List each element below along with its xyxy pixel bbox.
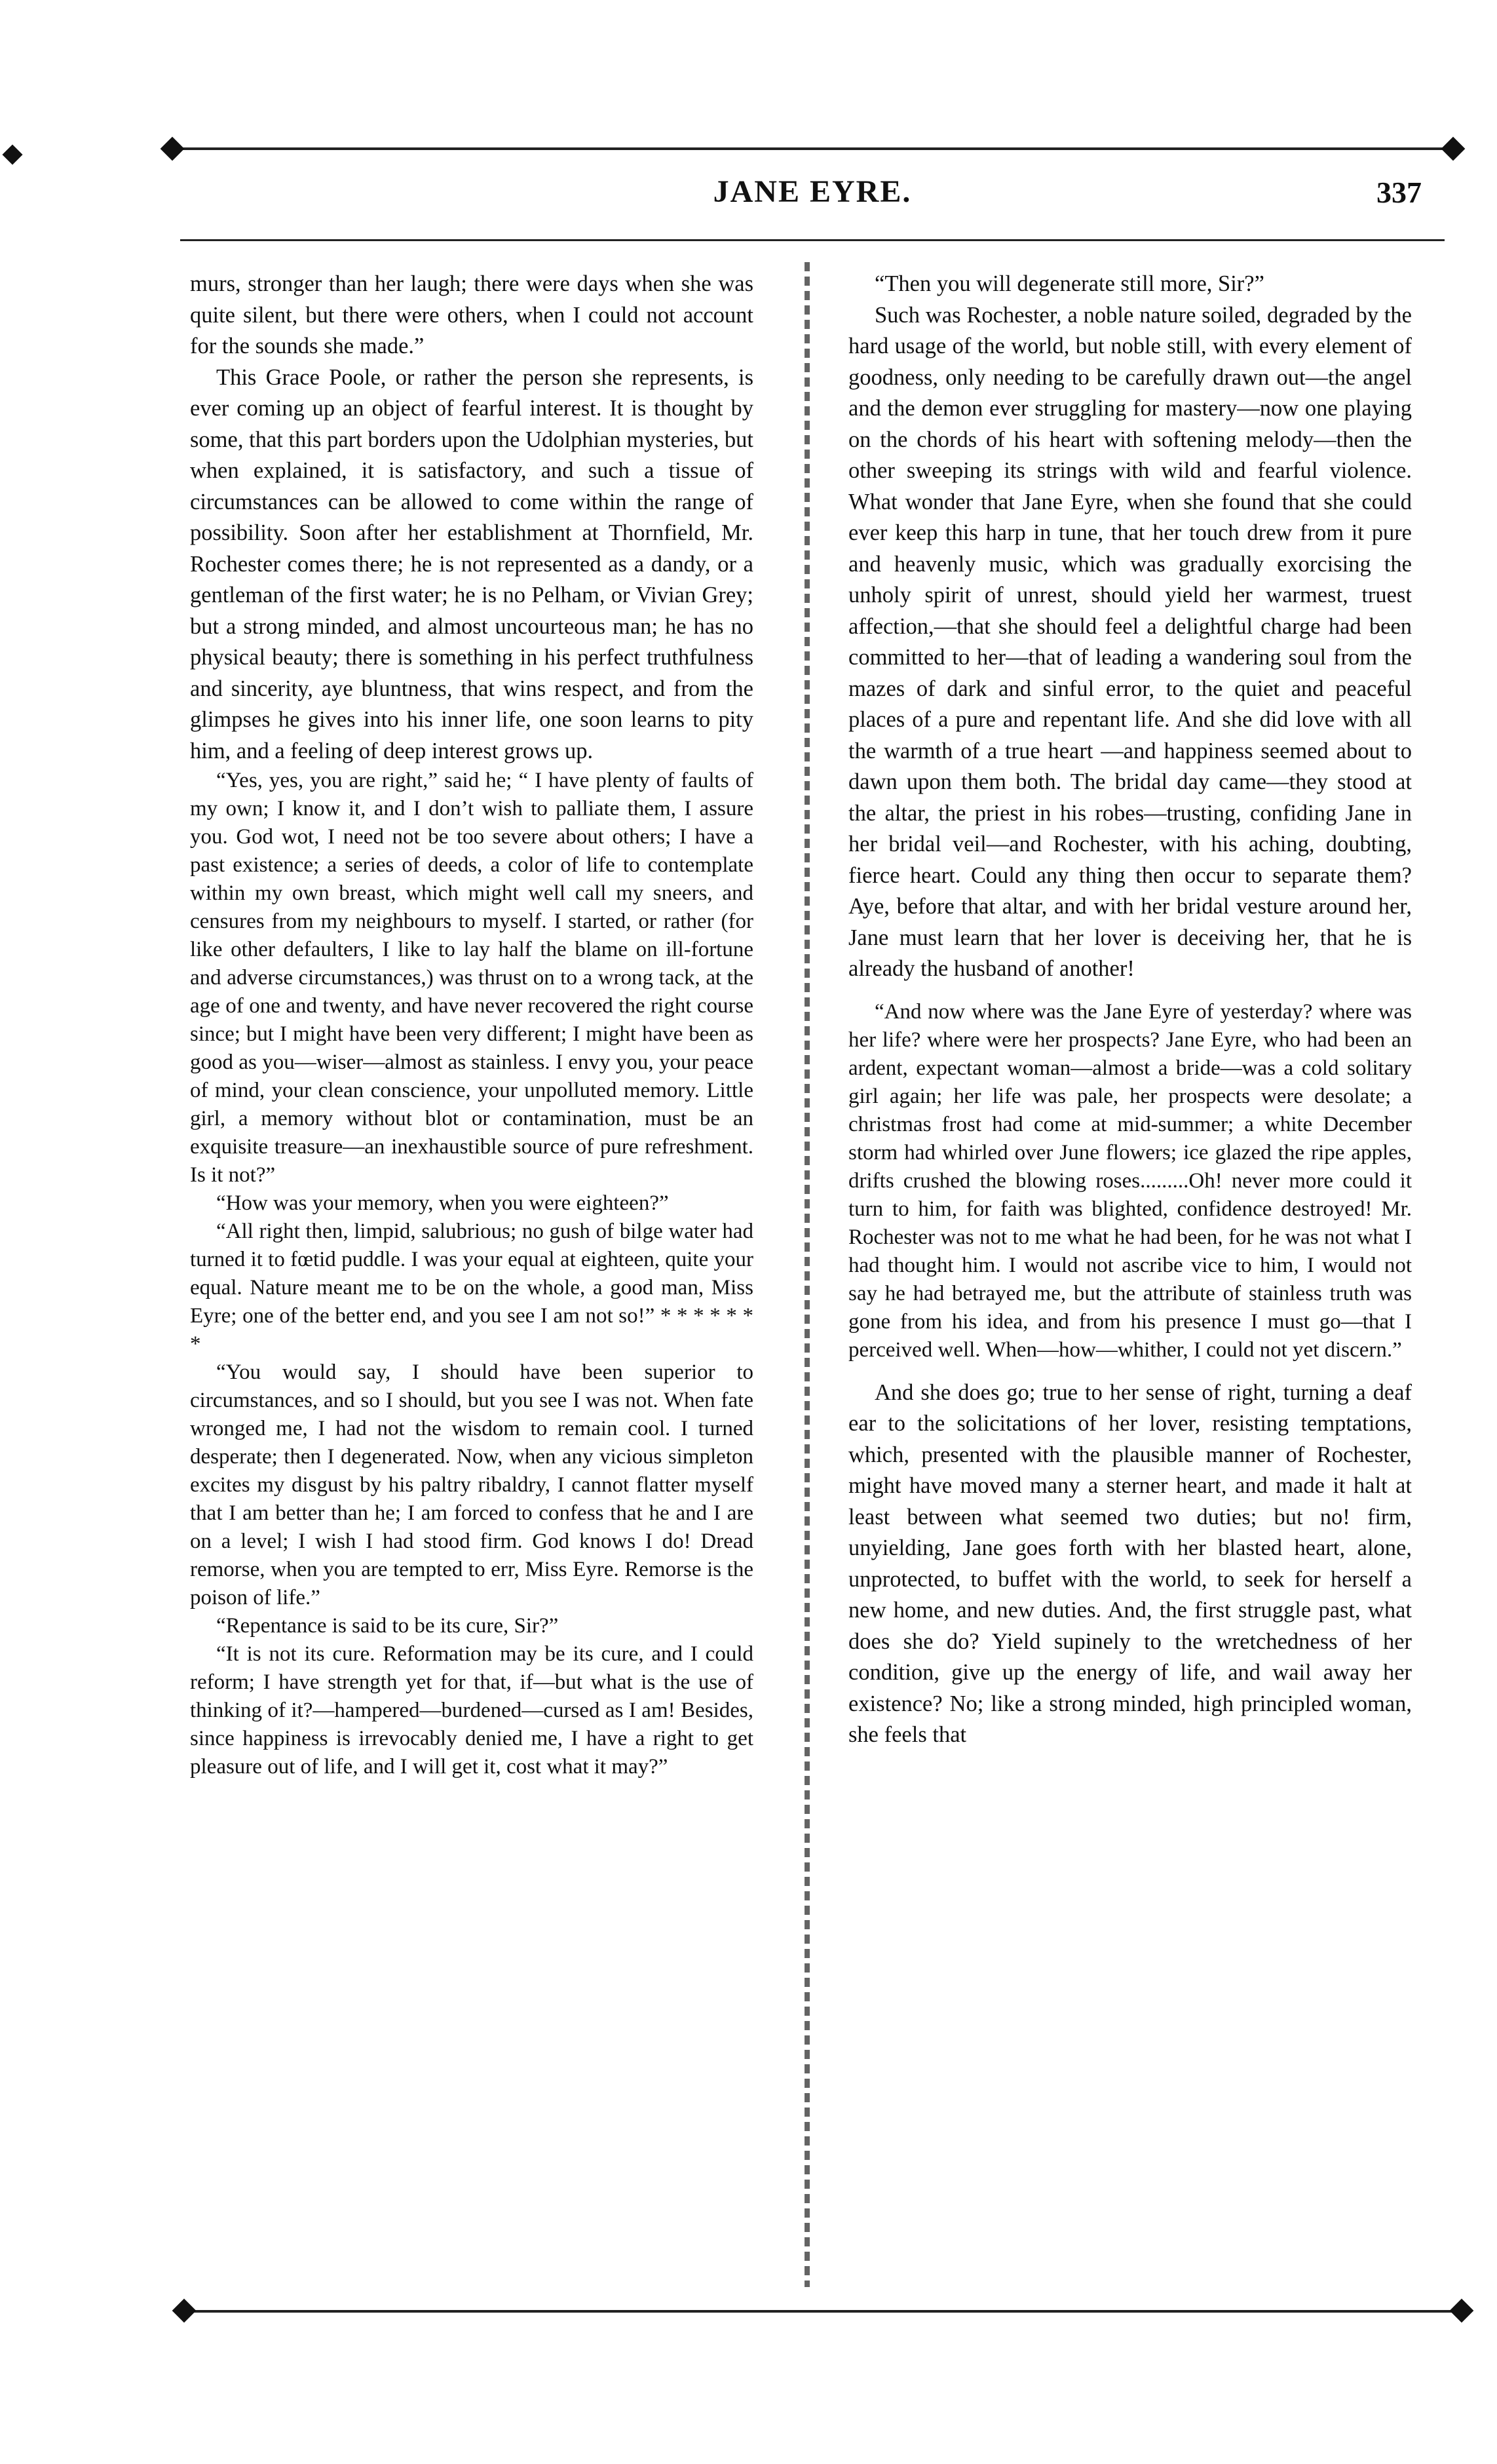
column-divider [805, 262, 810, 2287]
paragraph: “How was your memory, when you were eighteen?” [216, 1191, 669, 1215]
quoted-passage [848, 998, 1412, 1364]
paragraph: murs, stronger than her laugh; there were days when she was quite silent, but there were others, when I could not account for the sounds she made.” [190, 271, 753, 358]
paragraph: Such was Rochester, a noble nature soiled, degraded by the hard usage of the world, but noble still, with every element of goodness, only needing to be carefully drawn out—the angel and the demon ever struggling for mastery—now one playing on the chords of his heart with softening melody—then the other sweeping its strings with wild and fearful violence. What wonder that Jane Eyre, when she found that she could ever keep this harp in tune, that her touch drew from it pure and heavenly music, which was gradually exorcising the unholy spirit of unrest, should yield her warmest, truest affection,—that she should feel a delightful charge had been committed to her—that of leading a wandering soul from the mazes of dark and sinful error, to the quiet and peaceful places of a pure and repentant life. And she did love with all the warmth of a true heart —and happiness seemed about to dawn upon them both. The bridal day came—they stood at the altar, the priest in his robes—trusting, confiding Jane in her bridal veil—and Rochester, with his aching, doubting, fierce heart. Could any thing then occur to separate them? Aye, before that altar, and with her bridal vesture around her, Jane must learn that her lover is deceiving her, that he is already the husband of another! [848, 302, 1412, 981]
top-right-ornament-icon [1441, 137, 1466, 161]
paragraph: “It is not its cure. Reformation may be its cure, and I could reform; I have strength yet for that, if—but what is the use of thinking of it?—hampered—burdened—cursed as I am! Besides, since happiness is irrevocably denied me, I have a right to get pleasure out of life, and I will get it, cost what it may?” [190, 1642, 753, 1779]
bottom-left-ornament-icon [172, 2299, 197, 2323]
top-border-rule [174, 147, 1451, 150]
paragraph: “You would say, I should have been superior to circumstances, and so I should, but you see I was not. When fate wronged me, I had not the wisdom to remain cool. I turned desperate; then I degenerated. Now, when any vicious simpleton excites my disgust by his paltry ribaldry, I cannot flatter myself that I am better than he; I am forced to confess that he and I are on a level; I wish I had stood firm. God knows I do! Dread remorse, when you are tempted to err, Miss Eyre. Remorse is the poison of life.” [190, 1360, 753, 1609]
paragraph: “And now where was the Jane Eyre of yesterday? where was her life? where were her prospects? Jane Eyre, who had been an ardent, expectant woman—almost a bride—was a cold solitary girl again; her life was pale, her prospects were desolate; a christmas frost had come at mid-summer; a white December storm had whirled over June flowers; ice glazed the ripe apples, drifts crushed the blowing roses.........Oh! never more could it turn to him, for faith was blighted, confidence destroyed! Mr. Rochester was not to me what he had been, for he was not what I had thought him. I would not ascribe vice to him, I would not say he had betrayed me, but the attribute of stainless truth was gone from his idea, and from his presence I must go—that I perceived well. When—how—whither, I could not yet discern.” [848, 999, 1412, 1362]
header-rule [180, 239, 1445, 241]
left-column [190, 269, 753, 1781]
paragraph: “Yes, yes, you are right,” said he; “ I have plenty of faults of my own; I know it, and I don’t wish to palliate them, I assure you. God wot, I need not be too severe about others; I have a past existence; a series of deeds, a color of life to contemplate within my own breast, which might well call my sneers, and censures from my neighbours to myself. I started, or rather (for like other defaulters, I like to lay half the blame on ill-fortune and adverse circumstances,) was thrust on to a wrong tack, at the age of one and twenty, and have never recovered the right course since; but I might have been very different; I might have been as good as you—wiser—almost as stainless. I envy you, your peace of mind, your clean conscience, your unpolluted memory. Little girl, a memory without blot or contamination, must be an exquisite treasure—an inexhaustible source of pure refreshment. Is it not?” [190, 769, 753, 1187]
left-edge-ornament-icon [2, 144, 22, 164]
right-column [848, 269, 1412, 1751]
paragraph: This Grace Poole, or rather the person she represents, is ever coming up an object of fearful interest. It is thought by some, that this part borders upon the Udolphian mysteries, but when explained, it is satisfactory, and such a tissue of circumstances can be allowed to come within the range of possibility. Soon after her establishment at Thornfield, Mr. Rochester comes there; he is not represented as a dandy, or a gentleman of the first water; he is no Pelham, or Vivian Grey; but a strong minded, and almost uncourteous man; he has no physical beauty; there is something in his perfect truthfulness and sincerity, aye bluntness, that wins respect, and from the glimpses he gives into his inner life, one soon learns to pity him, and a feeling of deep interest grows up. [190, 364, 753, 763]
paragraph: “All right then, limpid, salubrious; no gush of bilge water had turned it to fœtid puddle. I was your equal at eighteen, quite your equal. Nature meant me to be on the whole, a good man, Miss Eyre; one of the better end, and you see I am not so!” * * * * * * * [190, 1220, 753, 1356]
page-number: 337 [1376, 176, 1422, 209]
top-left-ornament-icon [161, 137, 185, 161]
paragraph: And she does go; true to her sense of right, turning a deaf ear to the solicitations of her lover, resisting temptations, which, presented with the plausible manner of Rochester, might have moved many a sterner heart, and made it halt at least between what seemed two duties; but no! firm, unyielding, Jane goes forth with her blasted heart, alone, unprotected, to buffet with the world, to seek for herself a new home, and new duties. And, the first struggle past, what does she do? Yield supinely to the wretchedness of her condition, give up the energy of life, and wail away her existence? No; like a strong minded, high principled woman, she feels that [848, 1379, 1412, 1747]
page-header [190, 174, 1435, 233]
bottom-right-ornament-icon [1450, 2299, 1474, 2323]
paragraph: “Then you will degenerate still more, Sir?” [875, 271, 1264, 296]
quoted-dialogue [190, 767, 753, 1781]
running-title: JANE EYRE. [713, 174, 912, 209]
bottom-border-rule [183, 2310, 1461, 2313]
paragraph: “Repentance is said to be its cure, Sir?” [216, 1614, 559, 1638]
